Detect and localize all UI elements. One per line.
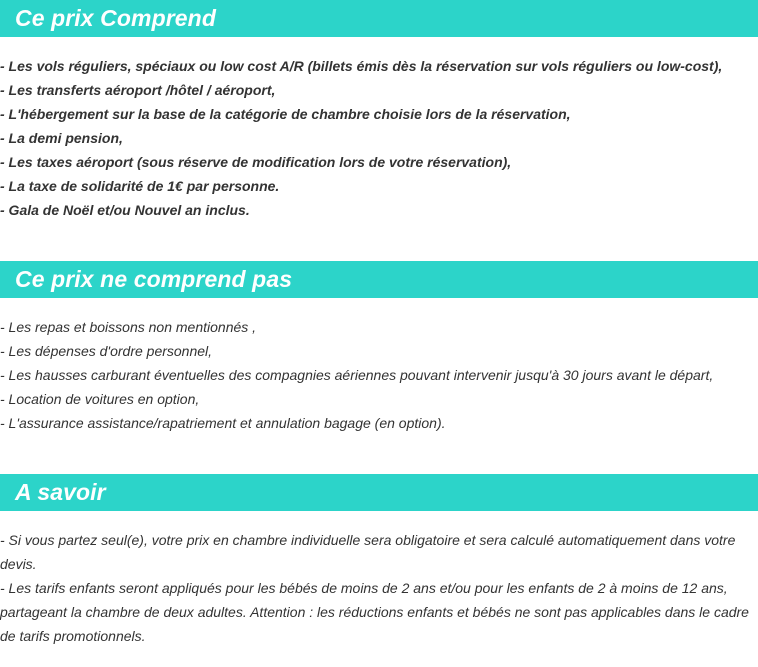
included-item: - Les taxes aéroport (sous réserve de modification lors de votre réservation), (0, 154, 512, 170)
included-item: - Les transferts aéroport /hôtel / aéroport, (0, 82, 276, 98)
included-title: Ce prix Comprend (15, 5, 216, 31)
excluded-title: Ce prix ne comprend pas (15, 266, 293, 292)
notes-header (0, 474, 758, 511)
included-header (0, 0, 758, 37)
included-item: - La demi pension, (0, 130, 123, 146)
included-item: - L'hébergement sur la base de la catégorie de chambre choisie lors de la réservation, (0, 106, 571, 122)
excluded-list (0, 298, 758, 435)
included-item: - La taxe de solidarité de 1€ par personne. (0, 178, 280, 194)
notes-title: A savoir (15, 479, 106, 505)
excluded-item: - Les dépenses d'ordre personnel, (0, 343, 213, 359)
excluded-section (0, 261, 758, 435)
included-list (0, 37, 758, 222)
notes-item: - Les tarifs enfants seront appliqués pour les bébés de moins de 2 ans et/ou pour les enfants de 2 à moins de 12 ans, partageant la chambre de deux adultes. Attention : les réductions enfants et bébés ne sont pas applicables dans le cadre de tarifs promotionnels. (0, 580, 749, 644)
excluded-item: - Les hausses carburant éventuelles des compagnies aériennes pouvant intervenir jusqu'à 30 jours avant le départ, (0, 367, 714, 383)
notes-list (0, 511, 758, 648)
excluded-item: - L'assurance assistance/rapatriement et annulation bagage (en option). (0, 415, 446, 431)
included-item: - Gala de Noël et/ou Nouvel an inclus. (0, 202, 250, 218)
excluded-item: - Location de voitures en option, (0, 391, 200, 407)
included-section (0, 0, 758, 222)
excluded-item: - Les repas et boissons non mentionnés , (0, 319, 257, 335)
notes-item: - Si vous partez seul(e), votre prix en chambre individuelle sera obligatoire et sera calculé automatiquement dans votre devis. (0, 532, 736, 572)
included-item: - Les vols réguliers, spéciaux ou low cost A/R (billets émis dès la réservation sur vols réguliers ou low-cost), (0, 58, 723, 74)
notes-section (0, 474, 758, 648)
excluded-header (0, 261, 758, 298)
